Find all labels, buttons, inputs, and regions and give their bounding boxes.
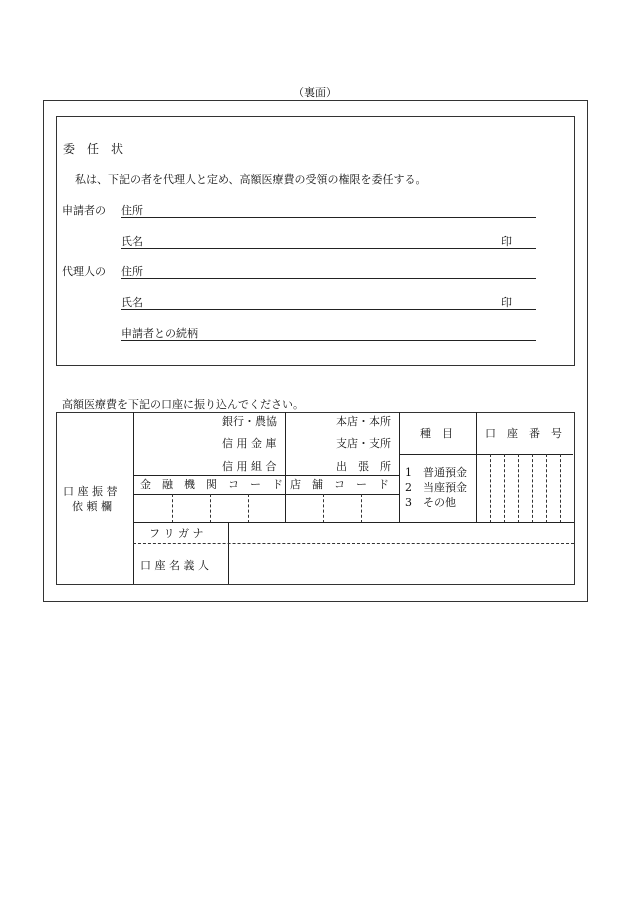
code-header-bottom [133,494,400,495]
branch-code-label: 店 舗 コ ー ド [290,478,389,491]
label-column-divider [133,412,134,584]
furigana-label: フ リ ガ ナ [149,527,204,540]
applicant-address-line [121,217,536,218]
account-digit-divider [518,454,519,523]
bank-type-3: 信 用 組 合 [222,460,277,473]
section-label-2: 依 頼 欄 [72,500,112,513]
kind-option-1: 1 普通預金 [405,466,467,479]
bank-code-box-divider [210,494,211,523]
agent-name-line [121,309,536,310]
holder-label-divider [228,522,229,584]
transfer-intro: 高額医療費を下記の口座に振り込んでください。 [62,398,304,411]
furigana-divider [133,543,574,544]
bank-code-box-divider [248,494,249,523]
code-header-top [133,475,400,476]
account-digit-divider [504,454,505,523]
holder-label: 口 座 名 義 人 [140,559,209,572]
agent-seal-label: 印 [501,296,512,309]
bank-type-1: 銀行・農協 [222,415,277,428]
bank-branch-divider [285,412,286,523]
branch-type-3: 出 張 所 [336,460,391,473]
agent-address-line [121,278,536,279]
kind-account-divider [476,412,477,523]
bank-code-box-divider [172,494,173,523]
account-digit-divider [532,454,533,523]
applicant-address-label: 住所 [121,204,143,217]
branch-code-box-divider [323,494,324,523]
kind-option-3: 3 その他 [405,496,456,509]
applicant-seal-label: 印 [501,235,512,248]
page-label: （裏面） [293,86,337,99]
account-digit-divider [490,454,491,523]
account-digit-divider [560,454,561,523]
account-digit-divider [546,454,547,523]
kind-header: 種 目 [420,427,453,440]
bank-code-label: 金 融 機 関 コ ー ド [140,478,283,491]
account-number-header: 口 座 番 号 [485,427,562,440]
branch-kind-divider [399,412,400,523]
proxy-statement: 私は、下記の者を代理人と定め、高額医療費の受領の権限を委任する。 [75,173,427,186]
branch-type-1: 本店・本所 [336,415,391,428]
agent-name-label: 氏名 [121,296,143,309]
bank-type-2: 信 用 金 庫 [222,437,277,450]
branch-code-box-divider [361,494,362,523]
kind-option-2: 2 当座預金 [405,481,467,494]
relation-label: 申請者との続柄 [121,327,198,340]
applicant-label: 申請者の [62,204,106,217]
branch-type-2: 支店・支所 [336,437,391,450]
holder-block-top [133,522,574,523]
proxy-title: 委 任 状 [63,142,124,156]
agent-label: 代理人の [62,265,106,278]
relation-line [121,340,536,341]
agent-address-label: 住所 [121,265,143,278]
section-label-1: 口 座 振 替 [63,485,118,498]
applicant-name-label: 氏名 [121,235,143,248]
applicant-name-line [121,248,536,249]
